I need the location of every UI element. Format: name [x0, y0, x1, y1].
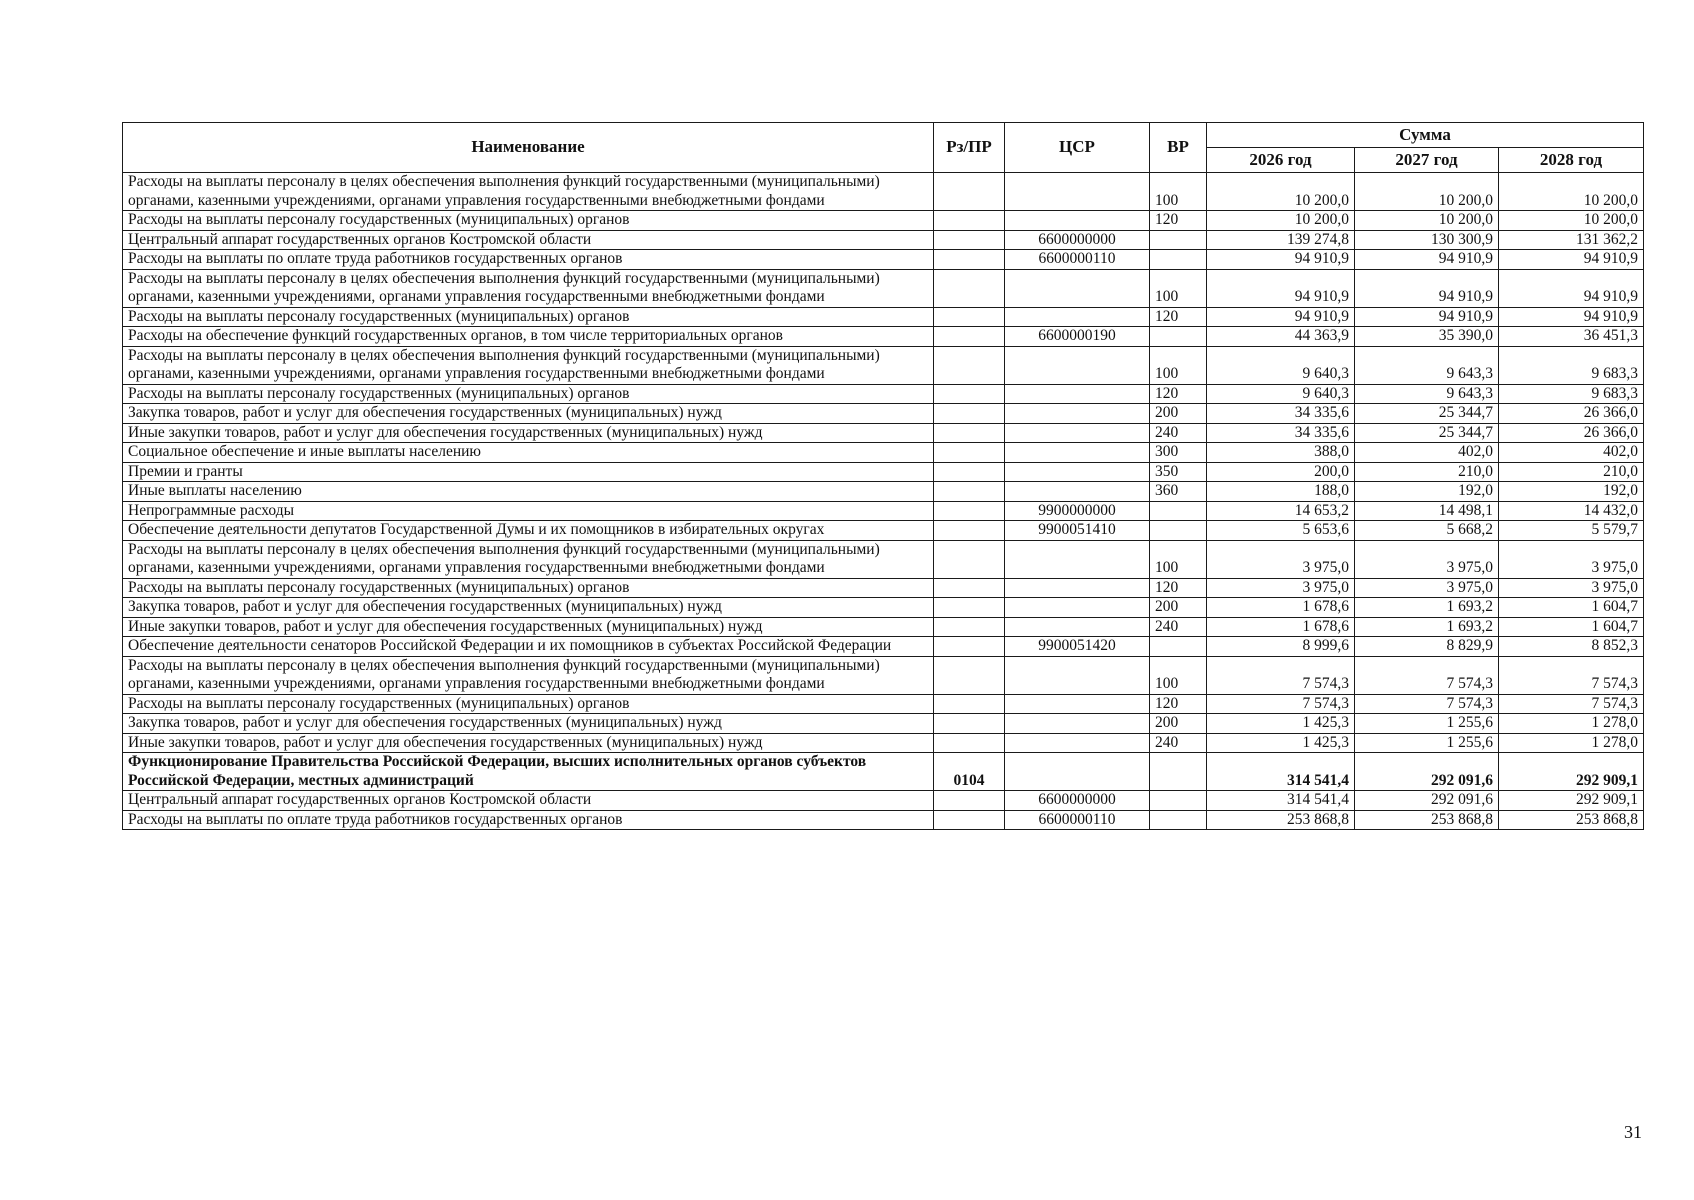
cell-2027: 9 643,3 — [1355, 346, 1499, 384]
header-name: Наименование — [123, 123, 934, 173]
cell-rz-pr — [934, 714, 1005, 734]
cell-2028: 1 278,0 — [1499, 714, 1644, 734]
cell-2028: 1 604,7 — [1499, 617, 1644, 637]
cell-2026: 314 541,4 — [1207, 753, 1355, 791]
cell-vr: 100 — [1150, 346, 1207, 384]
cell-name: Закупка товаров, работ и услуг для обеспечения государственных (муниципальных) нужд — [123, 598, 934, 618]
cell-2026: 44 363,9 — [1207, 327, 1355, 347]
cell-csr: 9900000000 — [1005, 501, 1150, 521]
cell-csr: 6600000000 — [1005, 230, 1150, 250]
header-vr: ВР — [1150, 123, 1207, 173]
table-row — [123, 617, 1644, 637]
cell-2028: 7 574,3 — [1499, 694, 1644, 714]
cell-rz-pr — [934, 404, 1005, 424]
cell-csr — [1005, 753, 1150, 791]
cell-name: Закупка товаров, работ и услуг для обеспечения государственных (муниципальных) нужд — [123, 714, 934, 734]
cell-name: Центральный аппарат государственных органов Костромской области — [123, 791, 934, 811]
cell-2028: 192,0 — [1499, 482, 1644, 502]
cell-2028: 36 451,3 — [1499, 327, 1644, 347]
cell-csr — [1005, 656, 1150, 694]
cell-2027: 292 091,6 — [1355, 753, 1499, 791]
cell-2026: 94 910,9 — [1207, 250, 1355, 270]
header-year-2026: 2026 год — [1207, 148, 1355, 173]
budget-sheet — [122, 122, 1644, 830]
cell-vr — [1150, 791, 1207, 811]
cell-2027: 1 255,6 — [1355, 714, 1499, 734]
cell-csr — [1005, 346, 1150, 384]
cell-2027: 3 975,0 — [1355, 578, 1499, 598]
cell-2027: 9 643,3 — [1355, 384, 1499, 404]
cell-vr: 240 — [1150, 423, 1207, 443]
cell-2026: 7 574,3 — [1207, 694, 1355, 714]
cell-rz-pr — [934, 346, 1005, 384]
header-sum: Сумма — [1207, 123, 1644, 148]
table-row — [123, 230, 1644, 250]
cell-2028: 26 366,0 — [1499, 404, 1644, 424]
cell-vr: 120 — [1150, 384, 1207, 404]
cell-vr: 120 — [1150, 578, 1207, 598]
cell-vr: 200 — [1150, 404, 1207, 424]
cell-2028: 9 683,3 — [1499, 346, 1644, 384]
cell-csr: 6600000190 — [1005, 327, 1150, 347]
cell-name: Функционирование Правительства Российской Федерации, высших исполнительных органов субъектов Российской Федерации, местных администраций — [123, 753, 934, 791]
cell-2026: 3 975,0 — [1207, 540, 1355, 578]
cell-csr — [1005, 384, 1150, 404]
cell-2027: 1 255,6 — [1355, 733, 1499, 753]
cell-2027: 7 574,3 — [1355, 694, 1499, 714]
cell-name: Непрограммные расходы — [123, 501, 934, 521]
cell-rz-pr — [934, 637, 1005, 657]
table-row — [123, 791, 1644, 811]
cell-vr — [1150, 521, 1207, 541]
cell-2026: 10 200,0 — [1207, 211, 1355, 231]
table-row — [123, 443, 1644, 463]
table-row — [123, 733, 1644, 753]
cell-csr: 9900051420 — [1005, 637, 1150, 657]
cell-vr: 360 — [1150, 482, 1207, 502]
cell-rz-pr — [934, 791, 1005, 811]
cell-csr — [1005, 540, 1150, 578]
cell-name: Иные закупки товаров, работ и услуг для обеспечения государственных (муниципальных) нужд — [123, 423, 934, 443]
cell-2027: 253 868,8 — [1355, 810, 1499, 830]
cell-csr — [1005, 443, 1150, 463]
cell-rz-pr — [934, 733, 1005, 753]
page-number: 31 — [1624, 1122, 1642, 1142]
cell-2028: 94 910,9 — [1499, 269, 1644, 307]
table-row — [123, 714, 1644, 734]
cell-csr — [1005, 269, 1150, 307]
cell-rz-pr — [934, 540, 1005, 578]
cell-2026: 8 999,6 — [1207, 637, 1355, 657]
cell-csr: 6600000110 — [1005, 250, 1150, 270]
cell-csr — [1005, 714, 1150, 734]
cell-name: Иные закупки товаров, работ и услуг для обеспечения государственных (муниципальных) нужд — [123, 733, 934, 753]
cell-rz-pr — [934, 250, 1005, 270]
cell-vr: 350 — [1150, 462, 1207, 482]
cell-2026: 139 274,8 — [1207, 230, 1355, 250]
table-row — [123, 521, 1644, 541]
cell-2028: 5 579,7 — [1499, 521, 1644, 541]
cell-rz-pr — [934, 810, 1005, 830]
cell-2028: 292 909,1 — [1499, 753, 1644, 791]
cell-rz-pr — [934, 269, 1005, 307]
table-row — [123, 637, 1644, 657]
cell-rz-pr — [934, 482, 1005, 502]
cell-2027: 8 829,9 — [1355, 637, 1499, 657]
cell-2027: 7 574,3 — [1355, 656, 1499, 694]
cell-2026: 1 425,3 — [1207, 733, 1355, 753]
cell-2028: 9 683,3 — [1499, 384, 1644, 404]
table-row — [123, 404, 1644, 424]
cell-2028: 3 975,0 — [1499, 540, 1644, 578]
table-row — [123, 269, 1644, 307]
cell-rz-pr — [934, 443, 1005, 463]
budget-table — [122, 122, 1644, 830]
cell-csr: 9900051410 — [1005, 521, 1150, 541]
cell-2027: 25 344,7 — [1355, 423, 1499, 443]
cell-rz-pr — [934, 501, 1005, 521]
cell-rz-pr — [934, 656, 1005, 694]
cell-vr — [1150, 810, 1207, 830]
cell-2026: 388,0 — [1207, 443, 1355, 463]
table-row — [123, 211, 1644, 231]
table-body — [123, 173, 1644, 830]
cell-name: Расходы на выплаты персоналу в целях обеспечения выполнения функций государственными (муниципальными) органами, казенными учреждениями, органами управления государственными внебюджетными фондами — [123, 173, 934, 211]
cell-vr: 200 — [1150, 598, 1207, 618]
cell-rz-pr — [934, 617, 1005, 637]
cell-name: Обеспечение деятельности депутатов Государственной Думы и их помощников в избирательных округах — [123, 521, 934, 541]
cell-vr — [1150, 637, 1207, 657]
cell-2028: 292 909,1 — [1499, 791, 1644, 811]
cell-name: Расходы на выплаты персоналу в целях обеспечения выполнения функций государственными (муниципальными) органами, казенными учреждениями, органами управления государственными внебюджетными фондами — [123, 540, 934, 578]
table-row — [123, 173, 1644, 211]
cell-rz-pr — [934, 423, 1005, 443]
cell-2028: 253 868,8 — [1499, 810, 1644, 830]
cell-name: Премии и гранты — [123, 462, 934, 482]
cell-2027: 1 693,2 — [1355, 598, 1499, 618]
cell-vr: 100 — [1150, 540, 1207, 578]
table-row — [123, 482, 1644, 502]
cell-2026: 200,0 — [1207, 462, 1355, 482]
cell-2028: 94 910,9 — [1499, 250, 1644, 270]
cell-rz-pr — [934, 578, 1005, 598]
cell-name: Расходы на выплаты персоналу государственных (муниципальных) органов — [123, 578, 934, 598]
cell-rz-pr — [934, 694, 1005, 714]
table-row — [123, 384, 1644, 404]
cell-2026: 10 200,0 — [1207, 173, 1355, 211]
cell-2026: 5 653,6 — [1207, 521, 1355, 541]
cell-2026: 188,0 — [1207, 482, 1355, 502]
cell-name: Расходы на обеспечение функций государственных органов, в том числе территориальных органов — [123, 327, 934, 347]
cell-csr — [1005, 404, 1150, 424]
cell-name: Социальное обеспечение и иные выплаты населению — [123, 443, 934, 463]
table-row — [123, 307, 1644, 327]
table-row — [123, 540, 1644, 578]
cell-csr — [1005, 694, 1150, 714]
cell-csr — [1005, 617, 1150, 637]
cell-2027: 94 910,9 — [1355, 307, 1499, 327]
header-rz-pr: Рз/ПР — [934, 123, 1005, 173]
cell-rz-pr — [934, 327, 1005, 347]
table-row — [123, 598, 1644, 618]
table-row — [123, 250, 1644, 270]
cell-csr — [1005, 462, 1150, 482]
cell-2028: 94 910,9 — [1499, 307, 1644, 327]
cell-2026: 14 653,2 — [1207, 501, 1355, 521]
table-row — [123, 656, 1644, 694]
cell-vr — [1150, 753, 1207, 791]
cell-2028: 14 432,0 — [1499, 501, 1644, 521]
cell-name: Расходы на выплаты персоналу государственных (муниципальных) органов — [123, 211, 934, 231]
table-row — [123, 423, 1644, 443]
cell-name: Расходы на выплаты персоналу в целях обеспечения выполнения функций государственными (муниципальными) органами, казенными учреждениями, органами управления государственными внебюджетными фондами — [123, 656, 934, 694]
cell-2027: 25 344,7 — [1355, 404, 1499, 424]
cell-2026: 3 975,0 — [1207, 578, 1355, 598]
cell-name: Расходы на выплаты по оплате труда работников государственных органов — [123, 250, 934, 270]
cell-vr: 300 — [1150, 443, 1207, 463]
cell-2028: 402,0 — [1499, 443, 1644, 463]
cell-vr — [1150, 501, 1207, 521]
cell-name: Расходы на выплаты персоналу в целях обеспечения выполнения функций государственными (муниципальными) органами, казенными учреждениями, органами управления государственными внебюджетными фондами — [123, 346, 934, 384]
cell-csr: 6600000110 — [1005, 810, 1150, 830]
cell-2026: 94 910,9 — [1207, 307, 1355, 327]
cell-2026: 1 425,3 — [1207, 714, 1355, 734]
cell-rz-pr — [934, 384, 1005, 404]
cell-2027: 10 200,0 — [1355, 173, 1499, 211]
cell-2028: 8 852,3 — [1499, 637, 1644, 657]
cell-vr: 100 — [1150, 656, 1207, 694]
header-row-top — [123, 123, 1644, 148]
header-csr: ЦСР — [1005, 123, 1150, 173]
cell-vr — [1150, 250, 1207, 270]
cell-name: Расходы на выплаты персоналу государственных (муниципальных) органов — [123, 307, 934, 327]
table-row — [123, 346, 1644, 384]
cell-2028: 10 200,0 — [1499, 211, 1644, 231]
table-row — [123, 327, 1644, 347]
cell-2027: 402,0 — [1355, 443, 1499, 463]
cell-csr: 6600000000 — [1005, 791, 1150, 811]
cell-rz-pr — [934, 598, 1005, 618]
cell-2027: 35 390,0 — [1355, 327, 1499, 347]
cell-2026: 7 574,3 — [1207, 656, 1355, 694]
table-row — [123, 753, 1644, 791]
cell-name: Закупка товаров, работ и услуг для обеспечения государственных (муниципальных) нужд — [123, 404, 934, 424]
table-row — [123, 694, 1644, 714]
table-row — [123, 810, 1644, 830]
cell-vr: 200 — [1150, 714, 1207, 734]
cell-rz-pr — [934, 230, 1005, 250]
cell-name: Расходы на выплаты персоналу государственных (муниципальных) органов — [123, 694, 934, 714]
cell-2026: 34 335,6 — [1207, 404, 1355, 424]
cell-csr — [1005, 423, 1150, 443]
cell-2027: 94 910,9 — [1355, 269, 1499, 307]
cell-name: Обеспечение деятельности сенаторов Российской Федерации и их помощников в субъектах Российской Федерации — [123, 637, 934, 657]
cell-name: Расходы на выплаты персоналу государственных (муниципальных) органов — [123, 384, 934, 404]
header-year-2028: 2028 год — [1499, 148, 1644, 173]
table-row — [123, 578, 1644, 598]
cell-2028: 1 278,0 — [1499, 733, 1644, 753]
cell-2027: 210,0 — [1355, 462, 1499, 482]
cell-vr: 100 — [1150, 269, 1207, 307]
cell-2026: 9 640,3 — [1207, 384, 1355, 404]
cell-csr — [1005, 578, 1150, 598]
cell-2026: 1 678,6 — [1207, 617, 1355, 637]
cell-name: Иные закупки товаров, работ и услуг для обеспечения государственных (муниципальных) нужд — [123, 617, 934, 637]
cell-csr — [1005, 598, 1150, 618]
cell-2027: 292 091,6 — [1355, 791, 1499, 811]
cell-2028: 10 200,0 — [1499, 173, 1644, 211]
cell-2026: 94 910,9 — [1207, 269, 1355, 307]
cell-vr — [1150, 327, 1207, 347]
cell-2027: 14 498,1 — [1355, 501, 1499, 521]
cell-rz-pr — [934, 211, 1005, 231]
cell-rz-pr — [934, 521, 1005, 541]
table-row — [123, 501, 1644, 521]
cell-vr: 120 — [1150, 211, 1207, 231]
cell-csr — [1005, 482, 1150, 502]
cell-rz-pr: 0104 — [934, 753, 1005, 791]
cell-2027: 192,0 — [1355, 482, 1499, 502]
cell-vr — [1150, 230, 1207, 250]
cell-2027: 5 668,2 — [1355, 521, 1499, 541]
cell-vr: 100 — [1150, 173, 1207, 211]
cell-vr: 120 — [1150, 694, 1207, 714]
cell-rz-pr — [934, 462, 1005, 482]
cell-vr: 120 — [1150, 307, 1207, 327]
cell-2028: 131 362,2 — [1499, 230, 1644, 250]
cell-csr — [1005, 307, 1150, 327]
cell-2028: 210,0 — [1499, 462, 1644, 482]
cell-vr: 240 — [1150, 617, 1207, 637]
table-row — [123, 462, 1644, 482]
cell-2026: 34 335,6 — [1207, 423, 1355, 443]
cell-2028: 1 604,7 — [1499, 598, 1644, 618]
cell-2026: 1 678,6 — [1207, 598, 1355, 618]
cell-name: Иные выплаты населению — [123, 482, 934, 502]
cell-name: Расходы на выплаты персоналу в целях обеспечения выполнения функций государственными (муниципальными) органами, казенными учреждениями, органами управления государственными внебюджетными фондами — [123, 269, 934, 307]
cell-rz-pr — [934, 173, 1005, 211]
cell-2027: 10 200,0 — [1355, 211, 1499, 231]
cell-2026: 253 868,8 — [1207, 810, 1355, 830]
cell-2028: 7 574,3 — [1499, 656, 1644, 694]
cell-rz-pr — [934, 307, 1005, 327]
cell-2027: 1 693,2 — [1355, 617, 1499, 637]
cell-2027: 94 910,9 — [1355, 250, 1499, 270]
cell-2027: 3 975,0 — [1355, 540, 1499, 578]
cell-csr — [1005, 173, 1150, 211]
cell-vr: 240 — [1150, 733, 1207, 753]
cell-2026: 314 541,4 — [1207, 791, 1355, 811]
cell-2028: 26 366,0 — [1499, 423, 1644, 443]
header-year-2027: 2027 год — [1355, 148, 1499, 173]
cell-name: Центральный аппарат государственных органов Костромской области — [123, 230, 934, 250]
cell-2027: 130 300,9 — [1355, 230, 1499, 250]
cell-2028: 3 975,0 — [1499, 578, 1644, 598]
cell-csr — [1005, 733, 1150, 753]
cell-2026: 9 640,3 — [1207, 346, 1355, 384]
cell-name: Расходы на выплаты по оплате труда работников государственных органов — [123, 810, 934, 830]
cell-csr — [1005, 211, 1150, 231]
